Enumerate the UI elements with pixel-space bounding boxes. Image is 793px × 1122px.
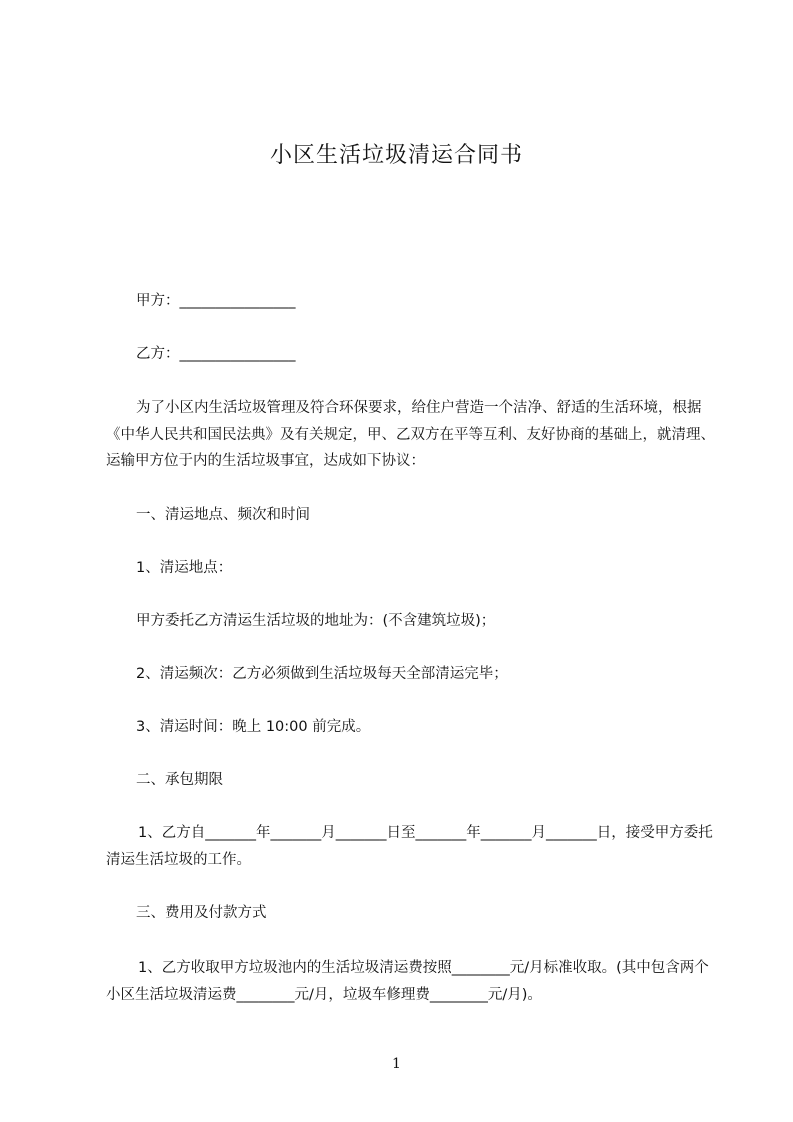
section-3-item-1: 1、乙方收取甲方垃圾池内的生活垃圾清运费按照________元/月标准收取。(其中包含两个小区生活垃圾清运费________元/月，垃圾车修理费________元/月)。 [106,960,709,1003]
section-3-heading: 三、费用及付款方式 [136,905,267,921]
section-1-heading: 一、清运地点、频次和时间 [136,507,310,523]
section-1-item-2: 2、清运频次：乙方必须做到生活垃圾每天全部清运完毕； [136,666,508,682]
document-title: 小区生活垃圾清运合同书 [269,143,523,168]
party-a-line: 甲方：________________ [136,293,296,309]
section-2-heading: 二、承包期限 [136,772,223,788]
section-1-item-1-heading: 1、清运地点： [136,560,233,576]
intro-paragraph: 为了小区内生活垃圾管理及符合环保要求，给住户营造一个洁净、舒适的生活环境，根据《中华人民共和国民法典》及有关规定，甲、乙双方在平等互利、友好协商的基础上，就清理、运输甲方位于内的生活垃圾事宜，达成如下协议： [106,400,715,469]
section-1-item-3: 3、清运时间：晚上 10:00 前完成。 [136,719,371,735]
party-b-line: 乙方：________________ [136,346,296,362]
section-2-item-1: 1、乙方自_______年_______月_______日至_______年_______月_______日，接受甲方委托清运生活垃圾的工作。 [106,825,713,868]
section-1-item-1-text: 甲方委托乙方清运生活垃圾的地址为：(不含建筑垃圾)； [136,613,496,629]
page-number: 1 [392,1056,401,1072]
